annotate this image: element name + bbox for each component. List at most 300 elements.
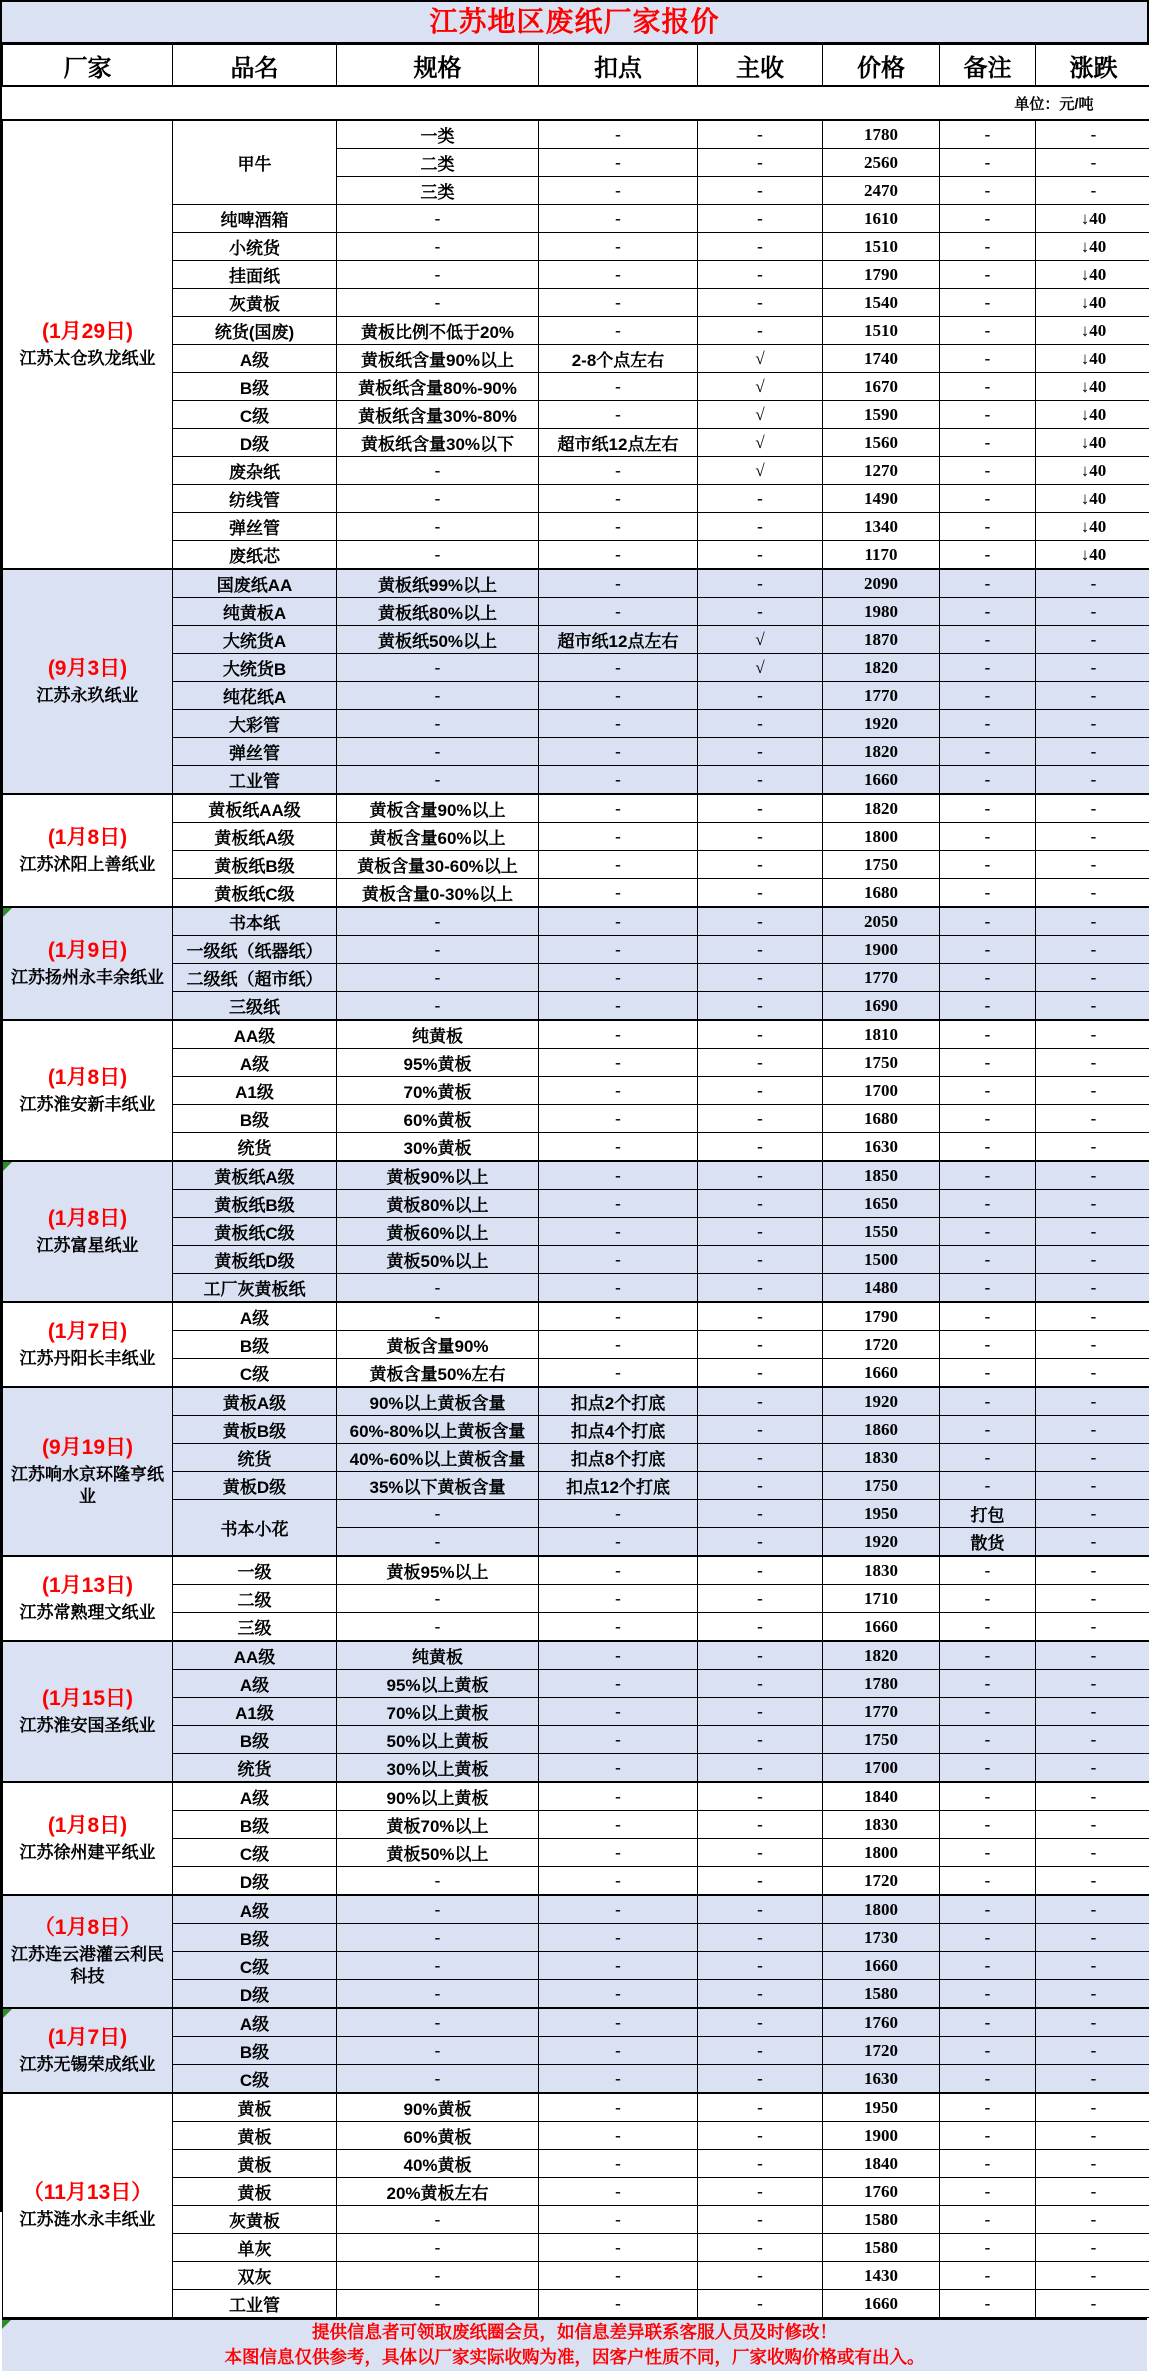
change-cell: - [1036, 2037, 1149, 2065]
change-cell: ↓40 [1036, 401, 1149, 429]
change-cell: - [1036, 2008, 1149, 2037]
deduction-cell: - [539, 317, 698, 345]
main-collect-cell: - [698, 1444, 823, 1472]
price-cell: 1870 [823, 626, 940, 654]
change-cell: - [1036, 2093, 1149, 2122]
table-row [3, 120, 1149, 149]
spec-cell: 黄板90%以上 [337, 1161, 539, 1190]
product-cell: 黄板纸A级 [173, 823, 337, 851]
change-cell: - [1036, 598, 1149, 626]
price-cell: 1270 [823, 457, 940, 485]
change-cell: - [1036, 794, 1149, 823]
factory-cell [3, 1020, 173, 1161]
note-cell: - [940, 1670, 1036, 1698]
deduction-cell: - [539, 401, 698, 429]
change-cell: - [1036, 766, 1149, 795]
main-collect-cell: - [698, 1754, 823, 1783]
factory-date: (9月3日) [8, 656, 167, 682]
deduction-cell: - [539, 457, 698, 485]
unit-row [3, 86, 1149, 120]
note-cell: - [940, 738, 1036, 766]
deduction-cell: - [539, 1331, 698, 1359]
factory-cell [3, 794, 173, 907]
footer-notice [2, 2318, 1147, 2371]
main-collect-cell: - [698, 1190, 823, 1218]
main-collect-cell: - [698, 2290, 823, 2318]
price-cell: 1790 [823, 261, 940, 289]
main-collect-cell: - [698, 513, 823, 541]
product-cell: 黄板纸B级 [173, 851, 337, 879]
change-cell: ↓40 [1036, 485, 1149, 513]
note-cell: 打包 [940, 1500, 1036, 1528]
product-cell: C级 [173, 1952, 337, 1980]
deduction-cell: - [539, 1190, 698, 1218]
note-cell: - [940, 261, 1036, 289]
main-collect-cell: √ [698, 626, 823, 654]
factory-name: 江苏常熟理文纸业 [8, 1602, 167, 1624]
note-cell: - [940, 1274, 1036, 1303]
table-row [3, 2234, 1149, 2262]
price-cell: 1800 [823, 823, 940, 851]
table-row [3, 569, 1149, 598]
spec-cell: - [337, 233, 539, 261]
note-cell: - [940, 1190, 1036, 1218]
change-cell: - [1036, 1020, 1149, 1049]
spec-cell: 黄板含量90%以上 [337, 794, 539, 823]
deduction-cell: - [539, 936, 698, 964]
table-row [3, 682, 1149, 710]
note-cell: - [940, 2093, 1036, 2122]
table-row [3, 992, 1149, 1021]
note-cell: - [940, 2234, 1036, 2262]
change-cell: - [1036, 1246, 1149, 1274]
change-cell: - [1036, 2150, 1149, 2178]
main-collect-cell: - [698, 261, 823, 289]
change-cell: - [1036, 1867, 1149, 1896]
spec-cell: 50%以上黄板 [337, 1726, 539, 1754]
main-collect-cell: - [698, 2008, 823, 2037]
spec-cell: 70%黄板 [337, 1077, 539, 1105]
spec-cell: - [337, 1528, 539, 1557]
product-cell: B级 [173, 1726, 337, 1754]
spec-cell: - [337, 1500, 539, 1528]
table-row [3, 513, 1149, 541]
main-collect-cell: - [698, 1698, 823, 1726]
price-cell: 1840 [823, 1782, 940, 1811]
spec-cell: - [337, 2262, 539, 2290]
main-collect-cell: - [698, 1105, 823, 1133]
table-row [3, 1359, 1149, 1388]
spec-cell: - [337, 1302, 539, 1331]
change-cell: ↓40 [1036, 541, 1149, 570]
table-row [3, 2065, 1149, 2094]
spec-cell: 30%以上黄板 [337, 1754, 539, 1783]
price-cell: 2050 [823, 907, 940, 936]
product-cell: D级 [173, 1980, 337, 2009]
product-cell: A级 [173, 345, 337, 373]
change-cell: - [1036, 710, 1149, 738]
spec-cell: - [337, 964, 539, 992]
note-cell: - [940, 851, 1036, 879]
deduction-cell: - [539, 2037, 698, 2065]
deduction-cell: - [539, 2093, 698, 2122]
factory-name: 江苏无锡荣成纸业 [8, 2054, 167, 2076]
spec-cell: 黄板纸含量90%以上 [337, 345, 539, 373]
table-row [3, 1331, 1149, 1359]
price-cell: 1700 [823, 1077, 940, 1105]
factory-name: 江苏响水京环隆亨纸业 [8, 1464, 167, 1508]
main-collect-cell: - [698, 2037, 823, 2065]
change-cell: - [1036, 1924, 1149, 1952]
price-cell: 1920 [823, 1528, 940, 1557]
price-cell: 1590 [823, 401, 940, 429]
note-cell: - [940, 1020, 1036, 1049]
main-collect-cell: - [698, 1556, 823, 1585]
price-cell: 1480 [823, 1274, 940, 1303]
price-cell: 1580 [823, 1980, 940, 2009]
deduction-cell: - [539, 373, 698, 401]
note-cell: - [940, 1585, 1036, 1613]
price-cell: 1830 [823, 1556, 940, 1585]
product-cell: D级 [173, 1867, 337, 1896]
deduction-cell: - [539, 1924, 698, 1952]
deduction-cell: - [539, 1077, 698, 1105]
factory-name: 江苏沭阳上善纸业 [8, 854, 167, 876]
factory-date: (1月9日) [8, 938, 167, 964]
factory-date: (1月8日) [8, 825, 167, 851]
product-cell: B级 [173, 1105, 337, 1133]
product-cell: 单灰 [173, 2234, 337, 2262]
product-cell: 黄板纸C级 [173, 1218, 337, 1246]
price-cell: 1900 [823, 2122, 940, 2150]
note-cell: - [940, 907, 1036, 936]
factory-cell [3, 2008, 173, 2093]
table-row [3, 205, 1149, 233]
change-cell: - [1036, 907, 1149, 936]
main-collect-cell: - [698, 1246, 823, 1274]
change-cell: ↓40 [1036, 261, 1149, 289]
spec-cell: - [337, 1585, 539, 1613]
note-cell: - [940, 1161, 1036, 1190]
price-cell: 1660 [823, 766, 940, 795]
deduction-cell: - [539, 541, 698, 570]
footer-line-2: 本图信息仅供参考，具体以厂家实际收购为准，因客户性质不同，厂家收购价格或有出入。 [225, 2345, 925, 2370]
factory-cell [3, 569, 173, 794]
main-collect-cell: - [698, 1020, 823, 1049]
price-cell: 1820 [823, 1641, 940, 1670]
spec-cell: - [337, 1274, 539, 1303]
main-collect-cell: - [698, 541, 823, 570]
table-row [3, 1246, 1149, 1274]
comment-marker [3, 908, 12, 917]
factory-date: (1月29日) [8, 319, 167, 345]
price-cell: 1580 [823, 2206, 940, 2234]
price-cell: 1340 [823, 513, 940, 541]
main-collect-cell: - [698, 1867, 823, 1896]
deduction-cell: - [539, 513, 698, 541]
deduction-cell: - [539, 879, 698, 908]
note-cell: - [940, 1924, 1036, 1952]
table-row [3, 457, 1149, 485]
price-cell: 1680 [823, 879, 940, 908]
note-cell: - [940, 936, 1036, 964]
note-cell: - [940, 682, 1036, 710]
spec-cell: 黄板纸99%以上 [337, 569, 539, 598]
change-cell: - [1036, 1528, 1149, 1557]
product-cell: 弹丝管 [173, 738, 337, 766]
note-cell: - [940, 626, 1036, 654]
note-cell: - [940, 598, 1036, 626]
main-collect-cell: - [698, 1782, 823, 1811]
change-cell: - [1036, 569, 1149, 598]
price-cell: 1720 [823, 2037, 940, 2065]
main-collect-cell: - [698, 2178, 823, 2206]
deduction-cell: - [539, 738, 698, 766]
deduction-cell: - [539, 2065, 698, 2094]
deduction-cell: - [539, 1839, 698, 1867]
product-cell: 书本纸 [173, 907, 337, 936]
change-cell: - [1036, 1670, 1149, 1698]
product-cell: B级 [173, 1331, 337, 1359]
price-cell: 1840 [823, 2150, 940, 2178]
note-cell: - [940, 513, 1036, 541]
change-cell: - [1036, 1274, 1149, 1303]
deduction-cell: - [539, 794, 698, 823]
note-cell: - [940, 766, 1036, 795]
main-collect-cell: √ [698, 654, 823, 682]
deduction-cell: - [539, 2234, 698, 2262]
table-row [3, 1302, 1149, 1331]
page-title: 江苏地区废纸厂家报价 [2, 2, 1147, 44]
factory-date: (1月13日) [8, 1573, 167, 1599]
product-cell: C级 [173, 1839, 337, 1867]
deduction-cell: - [539, 1613, 698, 1642]
table-row [3, 626, 1149, 654]
table-row [3, 1049, 1149, 1077]
price-cell: 1850 [823, 1161, 940, 1190]
note-cell: - [940, 1811, 1036, 1839]
note-cell: - [940, 1556, 1036, 1585]
main-collect-cell: - [698, 2150, 823, 2178]
table-row [3, 1190, 1149, 1218]
price-cell: 1900 [823, 936, 940, 964]
factory-name: 江苏淮安国圣纸业 [8, 1715, 167, 1737]
deduction-cell: - [539, 1698, 698, 1726]
note-cell: - [940, 1218, 1036, 1246]
table-row [3, 1472, 1149, 1500]
table-row [3, 1726, 1149, 1754]
spec-cell: - [337, 710, 539, 738]
price-cell: 1510 [823, 233, 940, 261]
column-header-note: 备注 [940, 45, 1036, 87]
product-cell: 黄板 [173, 2093, 337, 2122]
main-collect-cell: - [698, 1472, 823, 1500]
spec-cell: 30%黄板 [337, 1133, 539, 1162]
spec-cell: 60%-80%以上黄板含量 [337, 1416, 539, 1444]
note-cell: - [940, 1077, 1036, 1105]
change-cell: - [1036, 1161, 1149, 1190]
product-cell: 挂面纸 [173, 261, 337, 289]
table-row [3, 2290, 1149, 2318]
spec-cell: - [337, 261, 539, 289]
price-cell: 1580 [823, 2234, 940, 2262]
spec-cell: - [337, 457, 539, 485]
main-collect-cell: - [698, 1218, 823, 1246]
price-cell: 1920 [823, 1387, 940, 1416]
unit-note: 单位：元/吨 [3, 86, 1149, 120]
factory-date: (1月8日) [8, 1065, 167, 1091]
table-row [3, 1613, 1149, 1642]
deduction-cell: - [539, 1528, 698, 1557]
spec-cell: 黄板60%以上 [337, 1218, 539, 1246]
spec-cell: 黄板纸含量30%以下 [337, 429, 539, 457]
change-cell: - [1036, 1302, 1149, 1331]
price-cell: 1660 [823, 1952, 940, 1980]
spec-cell: - [337, 992, 539, 1021]
table-row [3, 1754, 1149, 1783]
deduction-cell: - [539, 1020, 698, 1049]
product-cell: 工业管 [173, 766, 337, 795]
main-collect-cell: - [698, 289, 823, 317]
price-cell: 2560 [823, 149, 940, 177]
factory-cell [3, 1782, 173, 1895]
product-cell: 二级 [173, 1585, 337, 1613]
table-row [3, 1670, 1149, 1698]
change-cell: ↓40 [1036, 289, 1149, 317]
main-collect-cell: √ [698, 345, 823, 373]
price-cell: 1820 [823, 654, 940, 682]
price-cell: 1780 [823, 120, 940, 149]
spec-cell: 90%黄板 [337, 2093, 539, 2122]
table-row [3, 485, 1149, 513]
table-row [3, 345, 1149, 373]
change-cell: - [1036, 1698, 1149, 1726]
spec-cell: - [337, 1924, 539, 1952]
note-cell: - [940, 1754, 1036, 1783]
spec-cell: 黄板纸含量30%-80% [337, 401, 539, 429]
price-cell: 1750 [823, 851, 940, 879]
table-row [3, 1077, 1149, 1105]
change-cell: - [1036, 682, 1149, 710]
main-collect-cell: - [698, 682, 823, 710]
product-cell: 统货(国废) [173, 317, 337, 345]
note-cell: - [940, 1952, 1036, 1980]
note-cell: - [940, 992, 1036, 1021]
product-cell: 弹丝管 [173, 513, 337, 541]
deduction-cell: - [539, 1895, 698, 1924]
product-cell: 灰黄板 [173, 2206, 337, 2234]
main-collect-cell: - [698, 233, 823, 261]
main-collect-cell: √ [698, 457, 823, 485]
price-cell: 2470 [823, 177, 940, 205]
factory-date: （11月13日） [8, 2180, 167, 2206]
product-cell: 大统货A [173, 626, 337, 654]
product-cell: 废杂纸 [173, 457, 337, 485]
note-cell: - [940, 964, 1036, 992]
price-cell: 1670 [823, 373, 940, 401]
price-cell: 1950 [823, 2093, 940, 2122]
change-cell: - [1036, 1331, 1149, 1359]
change-cell: - [1036, 2234, 1149, 2262]
table-row [3, 317, 1149, 345]
table-row [3, 823, 1149, 851]
spec-cell: 黄板纸80%以上 [337, 598, 539, 626]
main-collect-cell: - [698, 1274, 823, 1303]
factory-name: 江苏富星纸业 [8, 1235, 167, 1257]
note-cell: - [940, 317, 1036, 345]
note-cell: - [940, 1698, 1036, 1726]
table-row [3, 654, 1149, 682]
main-collect-cell: - [698, 1528, 823, 1557]
main-collect-cell: - [698, 1952, 823, 1980]
main-collect-cell: - [698, 1670, 823, 1698]
main-collect-cell: - [698, 1641, 823, 1670]
deduction-cell: - [539, 598, 698, 626]
main-collect-cell: - [698, 936, 823, 964]
note-cell: - [940, 1416, 1036, 1444]
note-cell: - [940, 345, 1036, 373]
product-cell: B级 [173, 373, 337, 401]
factory-name: 江苏丹阳长丰纸业 [8, 1348, 167, 1370]
main-collect-cell: - [698, 2065, 823, 2094]
note-cell: - [940, 2008, 1036, 2037]
spec-cell: 黄板95%以上 [337, 1556, 539, 1585]
table-row [3, 710, 1149, 738]
factory-cell [3, 1556, 173, 1641]
factory-name: 江苏扬州永丰余纸业 [8, 967, 167, 989]
table-row [3, 1416, 1149, 1444]
price-cell: 1630 [823, 2065, 940, 2094]
spec-cell: - [337, 541, 539, 570]
price-cell: 1800 [823, 1895, 940, 1924]
deduction-cell: 超市纸12点左右 [539, 429, 698, 457]
note-cell: - [940, 2037, 1036, 2065]
change-cell: - [1036, 1641, 1149, 1670]
table-row [3, 1218, 1149, 1246]
note-cell: - [940, 1895, 1036, 1924]
main-collect-cell: - [698, 485, 823, 513]
comment-marker [2, 2320, 11, 2329]
column-header-factory: 厂家 [3, 45, 173, 87]
product-cell: C级 [173, 2065, 337, 2094]
deduction-cell: - [539, 1811, 698, 1839]
table-row [3, 289, 1149, 317]
change-cell: - [1036, 654, 1149, 682]
factory-date: (1月8日) [8, 1206, 167, 1232]
main-collect-cell: - [698, 149, 823, 177]
table-row [3, 401, 1149, 429]
deduction-cell: 超市纸12点左右 [539, 626, 698, 654]
product-cell: 黄板B级 [173, 1416, 337, 1444]
table-row [3, 1161, 1149, 1190]
table-row [3, 766, 1149, 795]
factory-name: 江苏涟水永丰纸业 [8, 2209, 167, 2231]
change-cell: - [1036, 1359, 1149, 1388]
product-cell: 黄板纸B级 [173, 1190, 337, 1218]
spec-cell: 黄板含量60%以上 [337, 823, 539, 851]
deduction-cell: - [539, 823, 698, 851]
product-cell: A1级 [173, 1077, 337, 1105]
price-cell: 1750 [823, 1472, 940, 1500]
deduction-cell: - [539, 569, 698, 598]
table-row [3, 2008, 1149, 2037]
main-collect-cell: - [698, 120, 823, 149]
deduction-cell: - [539, 485, 698, 513]
spec-cell: - [337, 485, 539, 513]
spec-cell: - [337, 2008, 539, 2037]
product-cell: C级 [173, 401, 337, 429]
main-collect-cell: - [698, 2234, 823, 2262]
